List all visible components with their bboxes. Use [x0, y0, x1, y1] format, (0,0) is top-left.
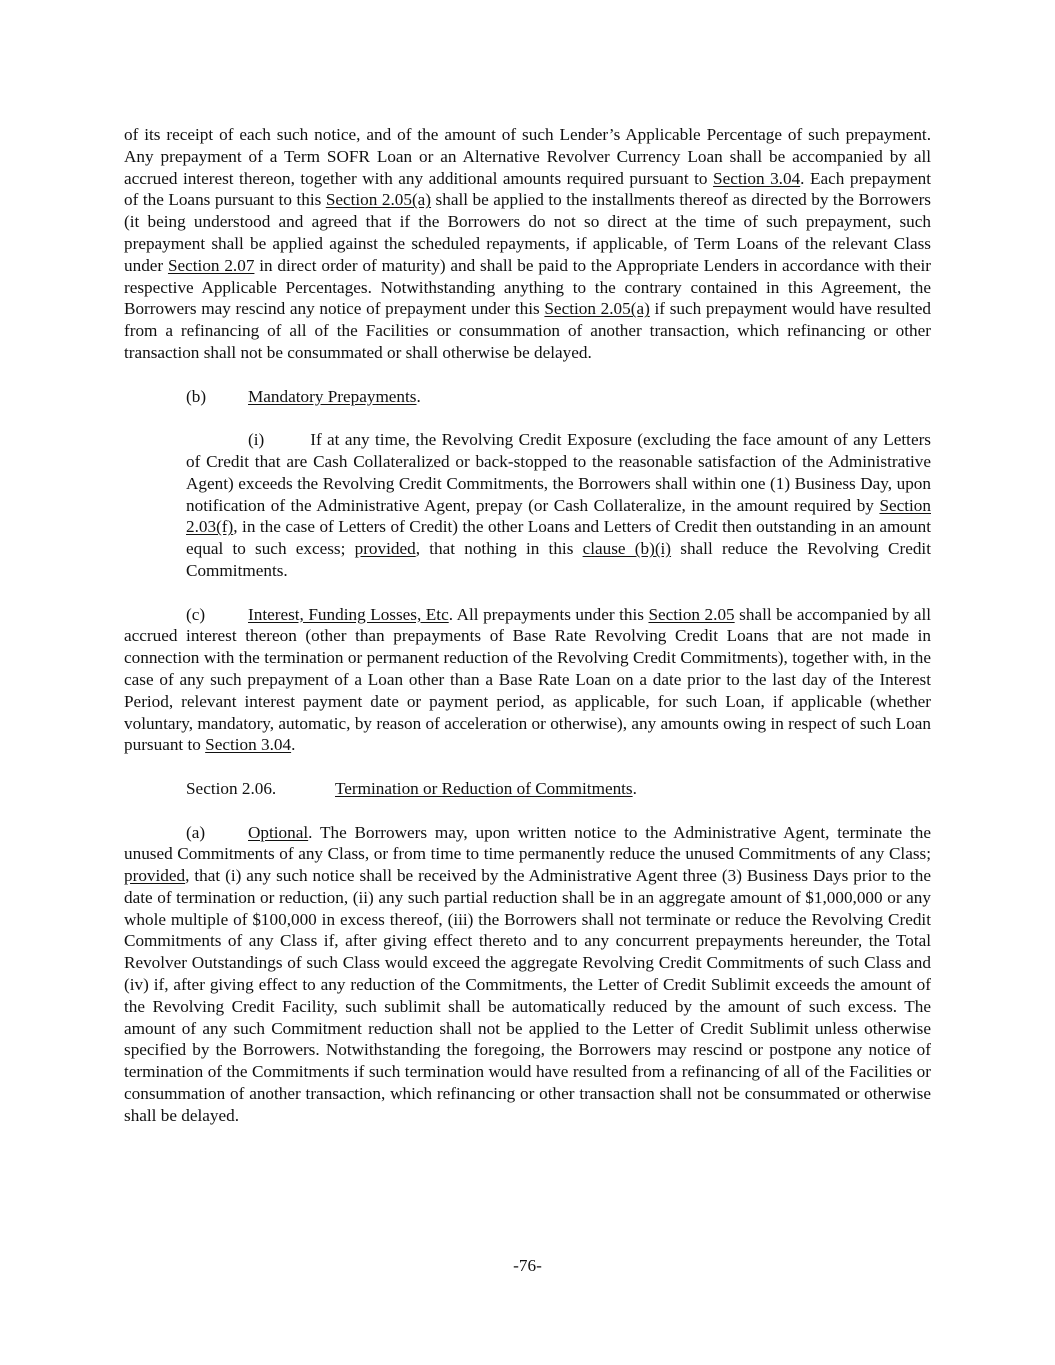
cross-reference: Section 2.05: [648, 604, 735, 624]
text: .: [632, 778, 637, 798]
cross-reference: clause (b)(i): [582, 539, 672, 559]
text: , in the case of Letters of Credit) the other Loans and Letters of Credit then outstanding in an amount equal to such excess;: [186, 517, 931, 559]
section-2-06-heading: [124, 778, 931, 800]
cross-reference: Section 3.04: [205, 735, 292, 755]
paragraph-c: [124, 604, 931, 757]
paragraph-b-heading: [124, 386, 931, 408]
paragraph-2-06-a: [124, 822, 931, 1127]
clause-label: (c): [186, 604, 206, 624]
cross-reference: Section 3.04: [713, 168, 801, 188]
cross-reference: Section 2.03(f): [186, 495, 931, 537]
text: shall be accompanied by all accrued interest thereon (other than prepayments of Base Rate Revolving Credit Loans that are not made in connection with the termination or permanent reduction of the Revolving Credit Commitments), together with, in the case of any such prepayment of a Loan other than a Base Rate Loan on a date prior to the last day of the Interest Period, relevant interest payment date or payment period, as applicable, for such Loan, if applicable (whether voluntary, mandatory, automatic, by reason of acceleration or otherwise), any amounts owing in respect of such Loan pursuant to: [124, 604, 931, 755]
text: in direct order of maturity) and shall be paid to the Appropriate Lenders in accordance with their respective Applicable Percentages. Notwithstanding anything to the contrary contained in this Agreement, the Borrowers may rescind any notice of prepayment under this: [124, 255, 931, 319]
paragraph-continuation: [124, 124, 931, 364]
text: , that (i) any such notice shall be received by the Administrative Agent three (3) Business Days prior to the date of termination or reduction, (ii) any such partial reduction shall be in an aggregate amount of $1,000,000 or any whole multiple of $100,000 in excess thereof, (iii) the Borrowers shall not terminate or reduce the Revolving Credit Commitments of any Class if, after giving effect thereto and to any concurrent prepayments hereunder, the Total Revolver Outstandings of such Class would exceed the aggregate Revolving Credit Commitments of such Class and (iv) if, after giving effect to any reduction of the Commitments, the Letter of Credit Sublimit exceeds the amount of the Revolving Credit Facility, such sublimit shall be automatically reduced by the amount of such excess. The amount of any such Commitment reduction shall not be applied to the Letter of Credit Sublimit unless otherwise specified by the Borrowers. Notwithstanding the foregoing, the Borrowers may rescind or postpone any notice of termination of the Commitments if such termination would have resulted from a refinancing of all of the Facilities or consummation of another transaction, which refinancing or other transaction shall not be consummated or otherwise shall be delayed.: [124, 866, 931, 1125]
clause-label: (b): [186, 386, 207, 406]
text: If at any time, the Revolving Credit Exposure (excluding the face amount of any Letters of Credit that are Cash Collateralized or back-stopped to the reasonable satisfaction of the Administrative Agent) exceeds the Revolving Credit Commitments, the Borrowers shall within one (1) Business Day, upon notification of the Administrative Agent, prepay (or Cash Collateralize, in the amount required by: [186, 430, 931, 515]
clause-heading: Mandatory Prepayments: [248, 386, 417, 406]
cross-reference: Section 2.05(a): [325, 190, 432, 210]
section-number: Section 2.06.: [186, 778, 277, 798]
clause-heading: Interest, Funding Losses, Etc: [248, 604, 449, 624]
clause-heading: Optional: [248, 822, 309, 842]
cross-reference: Section 2.07: [167, 255, 255, 275]
paragraph-b-i: [186, 429, 931, 582]
text: . The Borrowers may, upon written notice to the Administrative Agent, terminate the unused Commitments of any Class, or from time to time permanently reduce the unused Commitments of any Class;: [124, 822, 931, 864]
text: .: [416, 386, 421, 406]
clause-label: (a): [186, 822, 206, 842]
text: of its receipt of each such notice, and of the amount of such Lender’s Applicable Percentage of such prepayment. Any prepayment of a Term SOFR Loan or an Alternative Revolver Currency Loan shall be accompanied by all accrued interest thereon, together with any additional amounts required pursuant to: [124, 125, 931, 188]
section-title: Termination or Reduction of Commitments: [335, 778, 633, 798]
cross-reference: Section 2.05(a): [544, 299, 650, 319]
text: .: [291, 735, 296, 755]
text: , that nothing in this: [415, 539, 583, 559]
proviso-term: provided: [354, 539, 416, 559]
text: . All prepayments under this: [448, 604, 649, 624]
clause-label: (i): [248, 430, 265, 450]
page-number: -76-: [513, 1256, 542, 1275]
text: shall be applied to the installments thereof as directed by the Borrowers (it being understood and agreed that if the Borrowers do not so direct at the time of such prepayment, such prepayment shall be applied against the scheduled repayments, if applicable, of Term Loans of the relevant Class under: [124, 190, 932, 275]
text: if such prepayment would have resulted from a refinancing of all of the Facilities or consummation of another transaction, which refinancing or other transaction shall not be consummated or shall otherwise be delayed.: [124, 299, 931, 362]
proviso-term: provided: [124, 866, 186, 886]
text: . Each prepayment of the Loans pursuant to this: [124, 168, 931, 210]
text: shall reduce the Revolving Credit Commitments.: [186, 539, 931, 580]
document-page: [124, 124, 931, 1127]
